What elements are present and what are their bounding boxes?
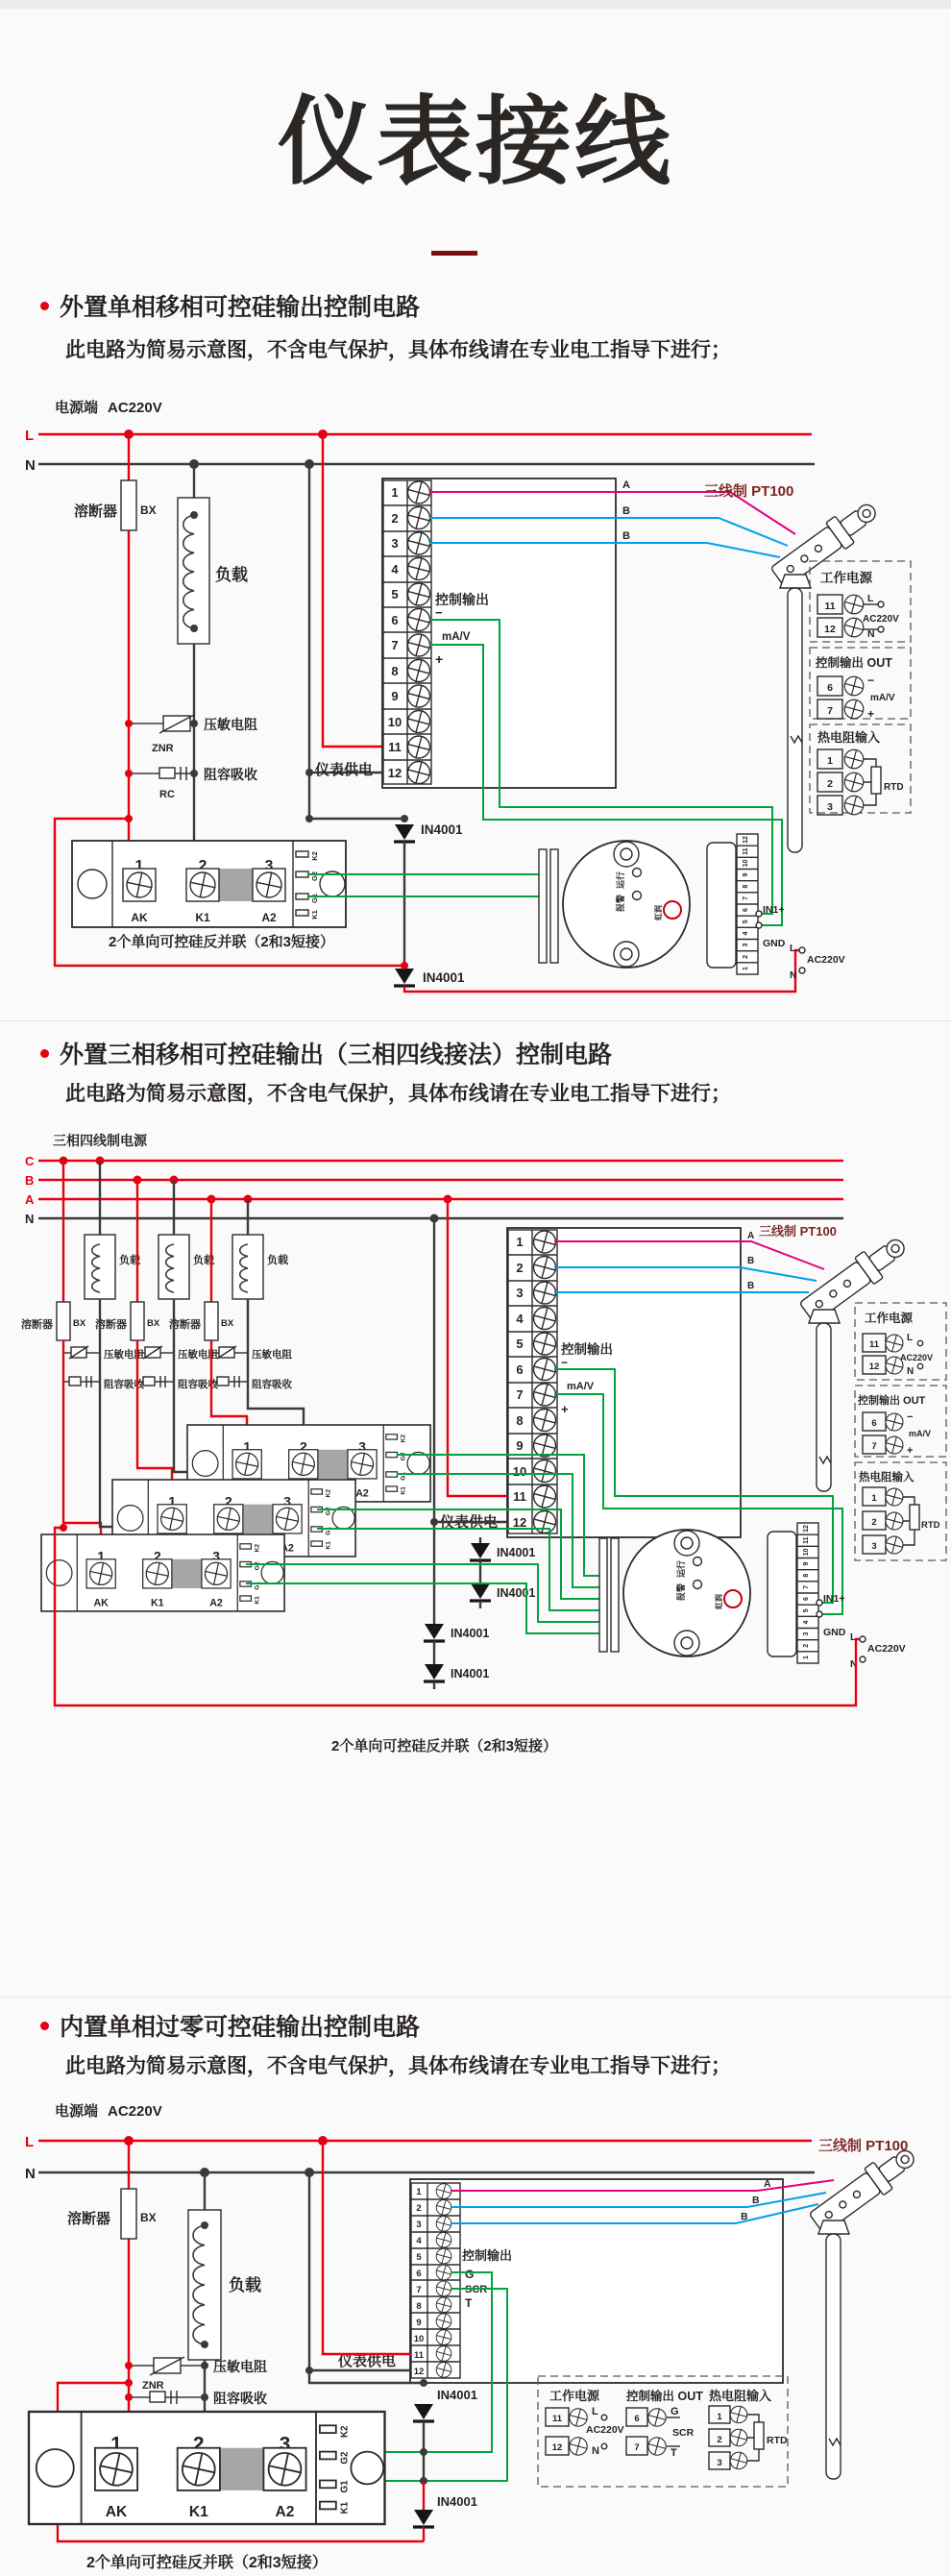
label-scr-note: 2个单向可控硅反并联（2和3短接） <box>86 2555 328 2571</box>
ri-t3: 3 <box>827 801 833 813</box>
label-pt100: 三线制 PT100 <box>704 483 794 500</box>
label-diode: IN4001 <box>437 2388 477 2402</box>
ri-t2: 2 <box>717 2435 722 2445</box>
wire-b1: B <box>622 505 630 517</box>
label-rc-snubber: 阻容吸收 <box>104 1379 144 1390</box>
t3-1: 1 <box>416 2187 422 2197</box>
label-plus: + <box>561 1402 569 1416</box>
wire-a: A <box>764 2178 771 2190</box>
label-varistor: 压敏电阻 <box>204 717 257 732</box>
line-n3: N <box>25 2166 36 2182</box>
t2-2: 2 <box>516 1261 524 1275</box>
label-fuse: 溶断器 <box>67 2211 111 2227</box>
label-ctrl-out: 控制输出 <box>462 2248 513 2263</box>
label-work-power: 工作电源 <box>820 571 872 585</box>
t3-8: 8 <box>416 2301 422 2312</box>
wp-n: N <box>907 1366 914 1377</box>
label-diode: IN4001 <box>421 822 463 837</box>
section1-heading: 外置单相移相可控硅输出控制电路 <box>60 294 421 321</box>
label-fuse: 溶断器 <box>169 1319 201 1331</box>
label-mav: mA/V <box>567 1381 595 1392</box>
label-power-term: 电源端 <box>55 400 99 416</box>
section1-note: 此电路为简易示意图，不含电气保护，具体布线请在专业电工指导下进行； <box>65 339 731 361</box>
label-pt100: 三线制 PT100 <box>759 1224 837 1239</box>
term-6: 6 <box>391 613 399 627</box>
t2-4: 4 <box>516 1312 524 1326</box>
label-znr: ZNR <box>142 2380 164 2392</box>
label-rtd-in: 热电阻输入 <box>817 730 881 745</box>
t2-11: 11 <box>513 1489 526 1504</box>
page-title: 仪表接线 <box>278 88 673 196</box>
t2-12: 12 <box>512 1515 527 1530</box>
label-rc-snubber: 阻容吸收 <box>213 2391 267 2406</box>
t2-3: 3 <box>516 1286 524 1300</box>
term-4: 4 <box>391 562 399 577</box>
wp-t12: 12 <box>824 624 836 635</box>
wp-t11: 11 <box>824 601 836 612</box>
label-varistor: 压敏电阻 <box>252 1349 292 1361</box>
ri-t2: 2 <box>827 778 833 790</box>
label-power-term: 电源端 <box>55 2103 99 2120</box>
co-t6: 6 <box>634 2414 640 2424</box>
label-rc-snubber: 阻容吸收 <box>178 1379 218 1390</box>
label-g: G <box>465 2268 475 2281</box>
label-bx: BX <box>73 1318 86 1329</box>
term-9: 9 <box>391 689 399 703</box>
ri-t1: 1 <box>717 2412 722 2422</box>
t2-5: 5 <box>516 1337 524 1351</box>
term-11: 11 <box>388 740 402 754</box>
co-t7: 7 <box>827 705 833 717</box>
wp-ac220: AC220V <box>586 2424 624 2436</box>
dashed-work-power <box>810 561 911 642</box>
section3-diagram <box>25 2102 921 2571</box>
section1-diagram <box>25 399 911 992</box>
wp-n: N <box>867 628 875 640</box>
label-ctrl-out-out: 控制输出 OUT <box>816 656 892 670</box>
t3-3: 3 <box>416 2220 422 2230</box>
label-bx: BX <box>140 2211 157 2224</box>
ri-t3: 3 <box>717 2458 722 2468</box>
label-bx: BX <box>147 1318 160 1329</box>
label-line-l: L <box>25 428 35 444</box>
wp-ac220: AC220V <box>863 614 899 625</box>
line-c: C <box>25 1154 35 1168</box>
co-mav: mA/V <box>909 1429 932 1438</box>
label-fuse: 溶断器 <box>95 1319 127 1331</box>
label-work-power: 工作电源 <box>549 2389 600 2403</box>
co-plus: + <box>867 707 875 721</box>
co-t6: 6 <box>871 1418 877 1429</box>
section2-heading: 外置三相移相可控硅输出（三相四线接法）控制电路 <box>60 1042 613 1068</box>
t3-12: 12 <box>413 2367 425 2377</box>
rtd-resistor <box>871 767 881 794</box>
wp-l: L <box>867 593 874 604</box>
dashed-work-power <box>855 1303 946 1380</box>
wire-b2: B <box>741 2211 748 2222</box>
label-minus: − <box>435 605 443 620</box>
dashed-ctrl-out <box>855 1386 946 1457</box>
label-ac220: AC220V <box>108 400 162 416</box>
pt100-probe <box>788 588 802 852</box>
label-diode: IN4001 <box>451 1627 490 1640</box>
label-line-n: N <box>25 457 36 474</box>
line-a: A <box>25 1192 35 1207</box>
term-10: 10 <box>387 715 402 729</box>
wp-t11: 11 <box>551 2414 563 2424</box>
label-bx: BX <box>221 1318 234 1329</box>
label-three-phase: 三相四线制电源 <box>53 1133 147 1148</box>
co-t: T <box>671 2447 677 2459</box>
label-rtd: RTD <box>767 2435 788 2446</box>
label-rtd-in: 热电阻输入 <box>859 1472 914 1484</box>
label-varistor: 压敏电阻 <box>178 1349 218 1361</box>
ri-t2: 2 <box>871 1517 877 1528</box>
t3-5: 5 <box>416 2252 422 2263</box>
label-fuse: 溶断器 <box>74 503 118 520</box>
section2-diagram <box>21 1133 946 1754</box>
t3-4: 4 <box>416 2236 422 2246</box>
dashed-io-box <box>538 2376 788 2487</box>
t3-2: 2 <box>416 2203 422 2214</box>
wp-n: N <box>592 2445 599 2457</box>
wp-ac220: AC220V <box>900 1353 934 1362</box>
co-scr: SCR <box>672 2427 695 2439</box>
label-scr-note: 2个单向可控硅反并联（2和3短接） <box>109 934 335 950</box>
label-fuse: 溶断器 <box>21 1319 53 1331</box>
term-12: 12 <box>387 766 402 780</box>
term-3: 3 <box>391 536 399 551</box>
load-box <box>178 498 209 644</box>
co-minus: − <box>867 674 875 687</box>
co-plus: + <box>907 1445 914 1457</box>
t3-6: 6 <box>416 2269 422 2279</box>
t3-7: 7 <box>416 2285 422 2295</box>
t2-10: 10 <box>512 1464 527 1479</box>
line-b: B <box>25 1173 35 1188</box>
label-ac220: AC220V <box>108 2103 162 2120</box>
term-7: 7 <box>391 638 399 652</box>
t3-10: 10 <box>413 2334 425 2344</box>
t2-8: 8 <box>516 1413 524 1428</box>
label-plus: + <box>435 651 444 667</box>
label-load: 负载 <box>267 1255 288 1266</box>
dashed-ctrl-out <box>810 648 911 721</box>
label-rc: RC <box>159 789 175 800</box>
label-ctrl-out-out: 控制输出 OUT <box>626 2390 703 2403</box>
label-load: 负载 <box>193 1255 214 1266</box>
label-ctrl-out: 控制输出 <box>561 1342 613 1357</box>
label-bx: BX <box>140 503 157 517</box>
wp-l: L <box>907 1333 914 1343</box>
label-znr: ZNR <box>152 743 174 754</box>
label-diode: IN4001 <box>497 1586 536 1600</box>
co-minus: − <box>907 1411 914 1423</box>
label-pt100: 三线制 PT100 <box>818 2138 909 2154</box>
label-load: 负载 <box>229 2276 261 2294</box>
wiring-diagram: 1 2 3 AK K1 A2 K2 G2 G1 K1 虹润 6 5 4 3 2 1 IN1+ GND L AC220V N 电源端 AC220V L N 溶断器 BX 负载 压敏电阻 ZNR 阻容吸收 RC 1 2 3 4 5 6 7 8 9 10 11 12 控制输出 − mA/V + 仪表供电 A B B IN4001 IN4001 2个单向可控硅反并联（2和3短接） 三线制 PT100 工作电源 11 L AC220V 12 N 控制输出 OUT 6 − mA/V 7 + 热电阻输入 1 2 3 RTD 三相四线制电源 C B A N 负载 负载 负载 溶断器 BX 溶断器 BX 溶断器 BX 压敏电阻 压敏电阻 压敏电阻 阻容吸收 阻容吸收 阻容吸收 1 2 3 4 5 6 7 8 9 10 11 12 控制输出 − mA/V + 仪表供电 A B B 三线制 PT100 IN4001 IN4001 IN4001 IN4001 2个单向可控硅反并联（2和3短接） 工作电源 11 L AC220V 12 N 控制输出 OUT 6 − mA/V 7 + 热电阻输入 1 2 3 RTD 电源端 AC220V L N 溶断器 BX 负载 压敏电阻 ZNR 阻容吸收 1 2 3 4 5 6 7 8 9 10 11 12 控制输出 G SCR T 仪表供电 A B B 三线制 PT100 IN4001 IN4001 2个单向可控硅反并联（2和3短接） 工作电源 11 L AC220V 12 N 控制输出 OUT 6 G SCR 7 T 热电阻输入 1 2 3 RTD <box>0 0 951 2576</box>
section3-heading: 内置单相过零可控硅输出控制电路 <box>60 2014 421 2041</box>
label-t: T <box>465 2296 473 2310</box>
co-t7: 7 <box>634 2442 640 2453</box>
label-minus: − <box>561 1356 569 1369</box>
label-varistor: 压敏电阻 <box>104 1349 144 1361</box>
ri-t1: 1 <box>827 755 833 767</box>
label-supply: 仪表供电 <box>338 2353 397 2369</box>
label-supply: 仪表供电 <box>440 1514 499 1531</box>
wire-b2: B <box>747 1281 755 1291</box>
label-scr-note: 2个单向可控硅反并联（2和3短接） <box>331 1738 558 1754</box>
co-t7: 7 <box>871 1441 877 1452</box>
co-t6: 6 <box>827 682 833 694</box>
label-rtd: RTD <box>921 1520 940 1531</box>
label-supply: 仪表供电 <box>315 762 374 778</box>
t2-9: 9 <box>516 1438 524 1453</box>
wire-a: A <box>622 479 630 491</box>
wire-b1: B <box>752 2195 760 2206</box>
label-rc-snubber: 阻容吸收 <box>204 767 257 782</box>
label-diode: IN4001 <box>497 1546 536 1559</box>
wp-t11: 11 <box>868 1339 880 1350</box>
label-rtd: RTD <box>884 782 904 793</box>
label-varistor: 压敏电阻 <box>213 2359 267 2374</box>
label-ctrl-out: 控制输出 <box>435 592 489 607</box>
wp-t12: 12 <box>551 2442 563 2453</box>
dashed-rtd-input <box>855 1462 946 1560</box>
label-work-power: 工作电源 <box>865 1312 914 1325</box>
label-ctrl-out-out: 控制输出 OUT <box>858 1395 926 1407</box>
label-diode: IN4001 <box>451 1667 490 1681</box>
t2-6: 6 <box>516 1362 524 1377</box>
rc-symbol <box>159 768 175 778</box>
co-mav: mA/V <box>870 693 895 703</box>
term-8: 8 <box>391 664 399 678</box>
section3-note: 此电路为简易示意图，不含电气保护，具体布线请在专业电工指导下进行； <box>65 2055 731 2077</box>
section2-note: 此电路为简易示意图，不含电气保护，具体布线请在专业电工指导下进行； <box>65 1083 731 1105</box>
wire-b1: B <box>747 1256 755 1266</box>
label-rtd-in: 热电阻输入 <box>709 2389 772 2403</box>
wp-t12: 12 <box>868 1362 880 1372</box>
co-g: G <box>671 2406 679 2417</box>
term-1: 1 <box>391 485 399 500</box>
label-rc-snubber: 阻容吸收 <box>252 1379 292 1390</box>
ri-t3: 3 <box>871 1541 877 1552</box>
dashed-rtd-input <box>810 724 911 817</box>
label-diode: IN4001 <box>437 2494 477 2509</box>
ri-t1: 1 <box>871 1493 877 1504</box>
label-mav: mA/V <box>442 631 471 643</box>
t3-9: 9 <box>416 2318 422 2328</box>
t2-7: 7 <box>516 1387 524 1402</box>
label-load: 负载 <box>119 1255 140 1266</box>
term-5: 5 <box>391 587 399 601</box>
wire-b2: B <box>622 530 630 542</box>
label-load: 负载 <box>215 566 248 584</box>
wp-l: L <box>592 2406 598 2417</box>
fuse-symbol <box>121 480 136 530</box>
line-l3: L <box>25 2134 35 2150</box>
t2-1: 1 <box>516 1235 524 1249</box>
line-n2: N <box>25 1212 35 1226</box>
label-diode: IN4001 <box>423 970 465 985</box>
t3-11: 11 <box>413 2350 425 2361</box>
term-2: 2 <box>391 511 399 526</box>
label-scr: SCR <box>465 2284 488 2295</box>
wire-a: A <box>747 1231 755 1241</box>
